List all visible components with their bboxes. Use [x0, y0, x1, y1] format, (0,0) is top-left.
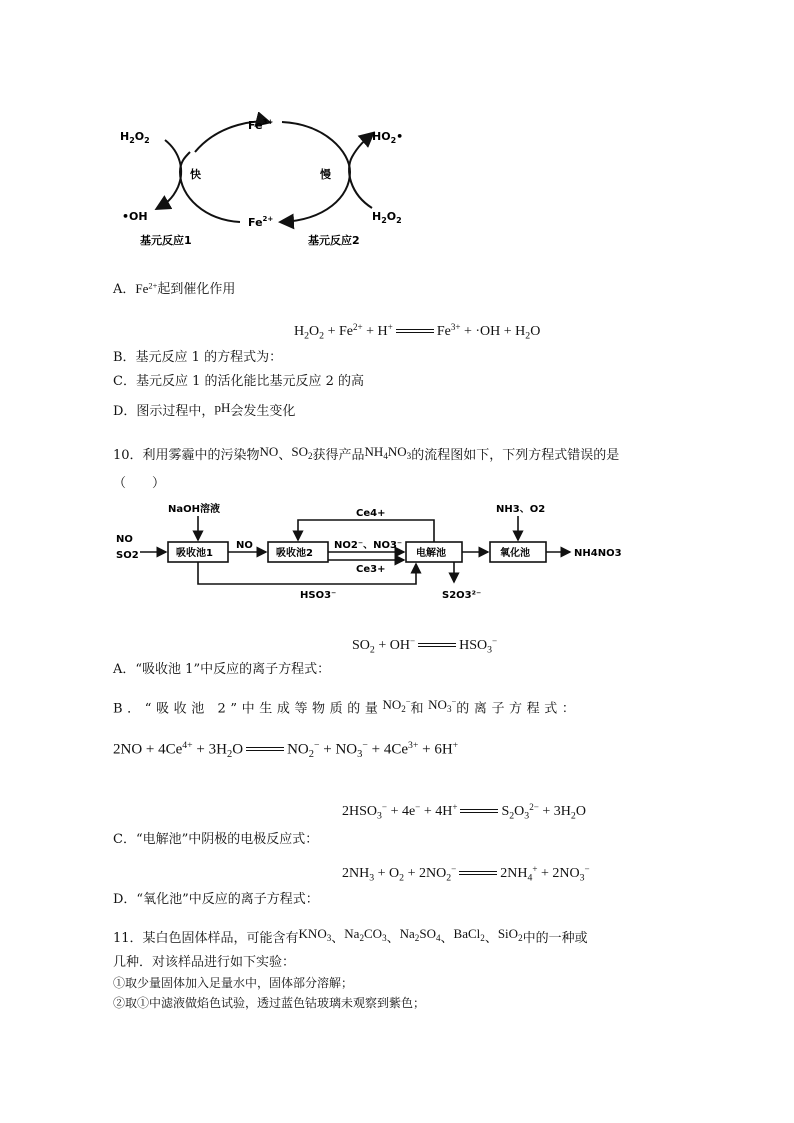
flow-no: NO — [236, 540, 253, 551]
fast-label: 快 — [190, 168, 201, 181]
q9-equation-b: $H_2O_2 + Fe^{2+} + H^+$ $Fe^{3+} + \cdot OH + H_2O$ — [294, 322, 541, 342]
slow-label: 慢 — [320, 168, 331, 181]
q9-option-b: B．基元反应 1 的方程式为： — [113, 350, 283, 365]
q10-equation-d: $2NH_3 + O_2 + 2NO_2^-$ $2NH_4^+ + 2NO_3^-$ — [342, 864, 590, 884]
flow-pool-2: 吸收池2 — [276, 548, 313, 559]
q9-option-a: A．$Fe^{2+}$起到催化作用 — [113, 280, 236, 297]
q10-option-d: D．“氧化池”中反应的离子方程式： — [113, 892, 319, 907]
q10-equation-a: $SO_2 + OH^-$ $HSO_3^-$ — [352, 636, 498, 656]
center-top-species: $Fe^{3+}$ — [248, 118, 274, 132]
fe2-formula: $Fe^{2+}$ — [135, 280, 158, 296]
flow-electrolysis: 电解池 — [416, 548, 446, 559]
q10-option-b: B．“吸收池 2”中生成等物质的量$NO_2^-$和$NO_3^-$的离子方程式： — [113, 696, 580, 717]
caption-reaction-1: 基元反应1 — [140, 234, 192, 247]
flow-input-no: NO — [116, 534, 133, 545]
left-bottom-species: •OH — [122, 210, 148, 223]
q11-step-1: ①取少量固体加入足量水中，固体部分溶解； — [113, 976, 354, 990]
flow-nitrite-nitrate: NO2⁻、NO3⁻ — [334, 540, 403, 551]
q11-step-2: ②取①中滤液做焰色试验，透过蓝色钴玻璃未观察到紫色； — [113, 996, 426, 1010]
right-top-species: $HO_2•$ — [372, 130, 404, 145]
catalytic-cycle-diagram — [110, 112, 420, 252]
flow-ce4: Ce4+ — [356, 508, 386, 519]
center-bottom-species: $Fe^{2+}$ — [248, 215, 274, 229]
caption-reaction-2: 基元反应2 — [308, 234, 360, 247]
q11-stem-line-2: 几种．对该样品进行如下实验： — [113, 955, 296, 970]
flow-nh3-o2: NH3、O2 — [496, 504, 546, 515]
left-top-species: $H_2O_2$ — [120, 130, 150, 145]
process-flow-diagram — [112, 502, 632, 602]
q9-option-d: D．图示过程中，pH会发生变化 — [113, 400, 296, 419]
q10-equation-b: $2NO + 4Ce^{4+} + 3H_2O$ $NO_2^- + NO_3^- + 4Ce^{3+} + 6H^+$ — [113, 740, 459, 761]
flow-oxidation: 氧化池 — [500, 548, 530, 559]
right-bottom-species: $H_2O_2$ — [372, 210, 402, 225]
q10-answer-paren: （ ） — [113, 476, 166, 491]
flow-s2o3: S2O3²⁻ — [442, 590, 482, 601]
q10-option-a: A．“吸收池 1”中反应的离子方程式： — [113, 662, 331, 677]
flow-input-so2: SO2 — [116, 550, 139, 561]
q10-option-c: C．“电解池”中阴极的电极反应式： — [113, 832, 319, 847]
flow-hso3: HSO3⁻ — [300, 590, 337, 601]
q11-stem-line-1: 11．某白色固体样品，可能含有$KNO_3$、$Na_2CO_3$、$Na_2SO_4$、BaCl$_2$、SiO$_2$中的一种或 — [113, 926, 588, 946]
flow-pool-1: 吸收池1 — [176, 548, 213, 559]
q10-equation-c: $2HSO_3^- + 4e^- + 4H^+$ $S_2O_3^{2-} + 3H_2O$ — [342, 802, 586, 822]
q9-option-c: C．基元反应 1 的活化能比基元反应 2 的高 — [113, 374, 365, 389]
flow-ce3: Ce3+ — [356, 564, 386, 575]
flow-naoh: NaOH溶液 — [168, 504, 220, 515]
flow-product: NH4NO3 — [574, 548, 622, 559]
q10-stem: 10．利用雾霾中的污染物NO、$SO_2$获得产品$NH_4NO_3$的流程图如下，下列方程式错误的是 — [113, 444, 620, 463]
